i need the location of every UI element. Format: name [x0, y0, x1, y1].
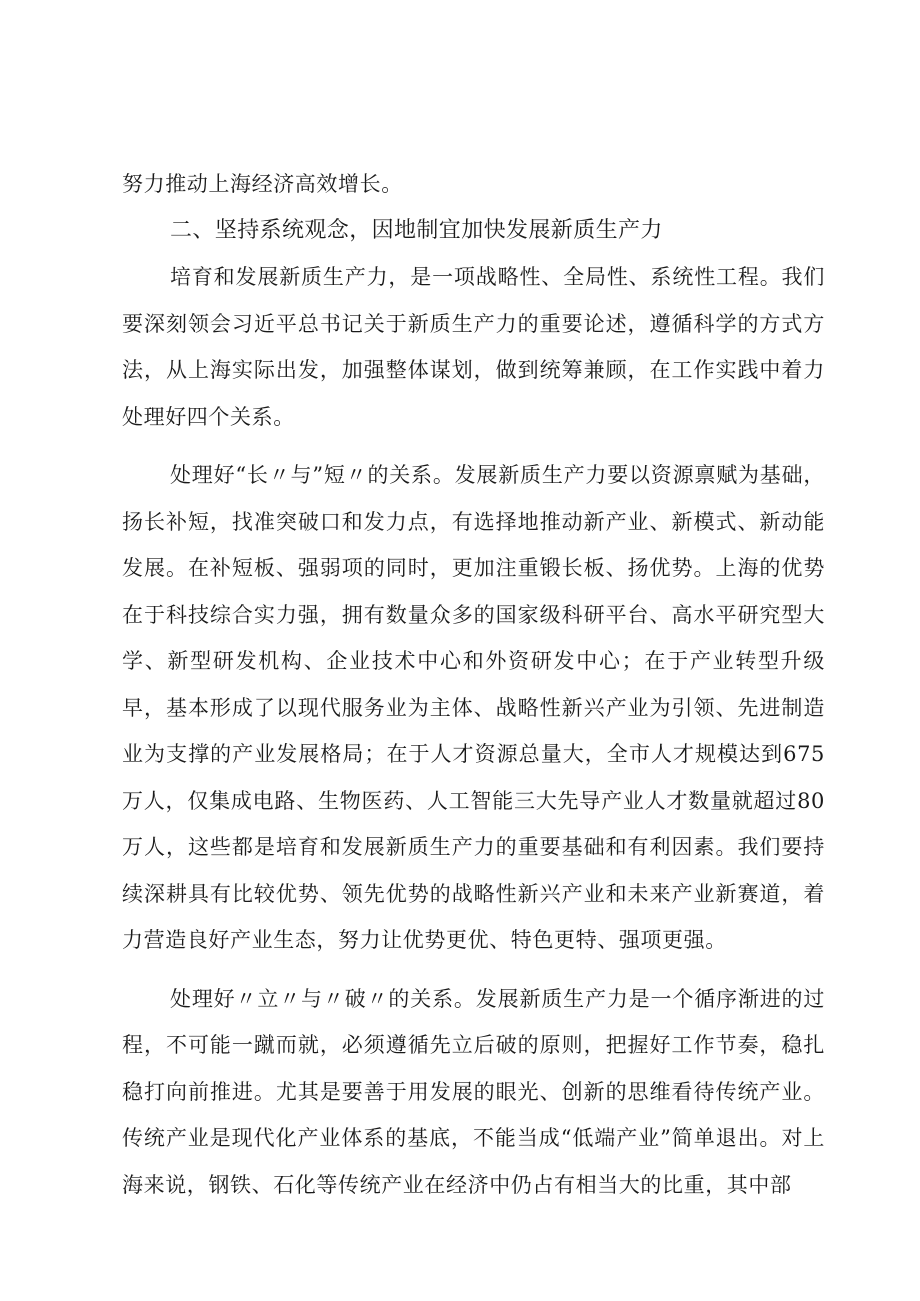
continuation-text [122, 161, 825, 208]
paragraph-four-relations: 培育和发展新质生产力，是一项战略性、全局性、系统性工程。我们要深刻领会习近平总书记关于新质生产力的重要论述，遵循科学的方式方法，从上海实际出发，加强整体谋划，做到统筹兼顾，在工作实践中着力处理好四个关系。 [122, 265, 825, 429]
continuation-paragraph: 努力推动上海经济高效增长。 [122, 172, 403, 196]
body-text [122, 254, 825, 1208]
paragraph-long-short: 处理好“长〃与”短〃的关系。发展新质生产力要以资源禀赋为基础，扬长补短，找准突破口和发力点，有选择地推动新产业、新模式、新动能发展。在补短板、强弱项的同时，更加注重锻长板、扬优势。上海的优势在于科技综合实力强，拥有数量众多的国家级科研平台、高水平研究型大学、新型研发机构、企业技术中心和外资研发中心；在于产业转型升级早，基本形成了以现代服务业为主体、战略性新兴产业为引领、先进制造业为支撑的产业发展格局；在于人才资源总量大，全市人才规模达到675万人，仅集成电路、生物医药、人工智能三大先导产业人才数量就超过80万人，这些都是培育和发展新质生产力的重要基础和有利因素。我们要持续深耕具有比较优势、领先优势的战略性新兴产业和未来产业新赛道，着力营造良好产业生态，努力让优势更优、特色更特、强项更强。 [122, 463, 825, 952]
section-heading: 二、坚持系统观念，因地制宜加快发展新质生产力 [170, 218, 663, 243]
paragraph-establish-break: 处理好〃立〃与〃破〃的关系。发展新质生产力是一个循序渐进的过程，不可能一蹴而就，必须遵循先立后破的原则，把握好工作节奏，稳扎稳打向前推进。尤其是要善于用发展的眼光、创新的思维看待传统产业。传统产业是现代化产业体系的基底，不能当成“低端产业”简单退出。对上海来说，钢铁、石化等传统产业在经济中仍占有相当大的比重，其中部 [122, 986, 825, 1197]
